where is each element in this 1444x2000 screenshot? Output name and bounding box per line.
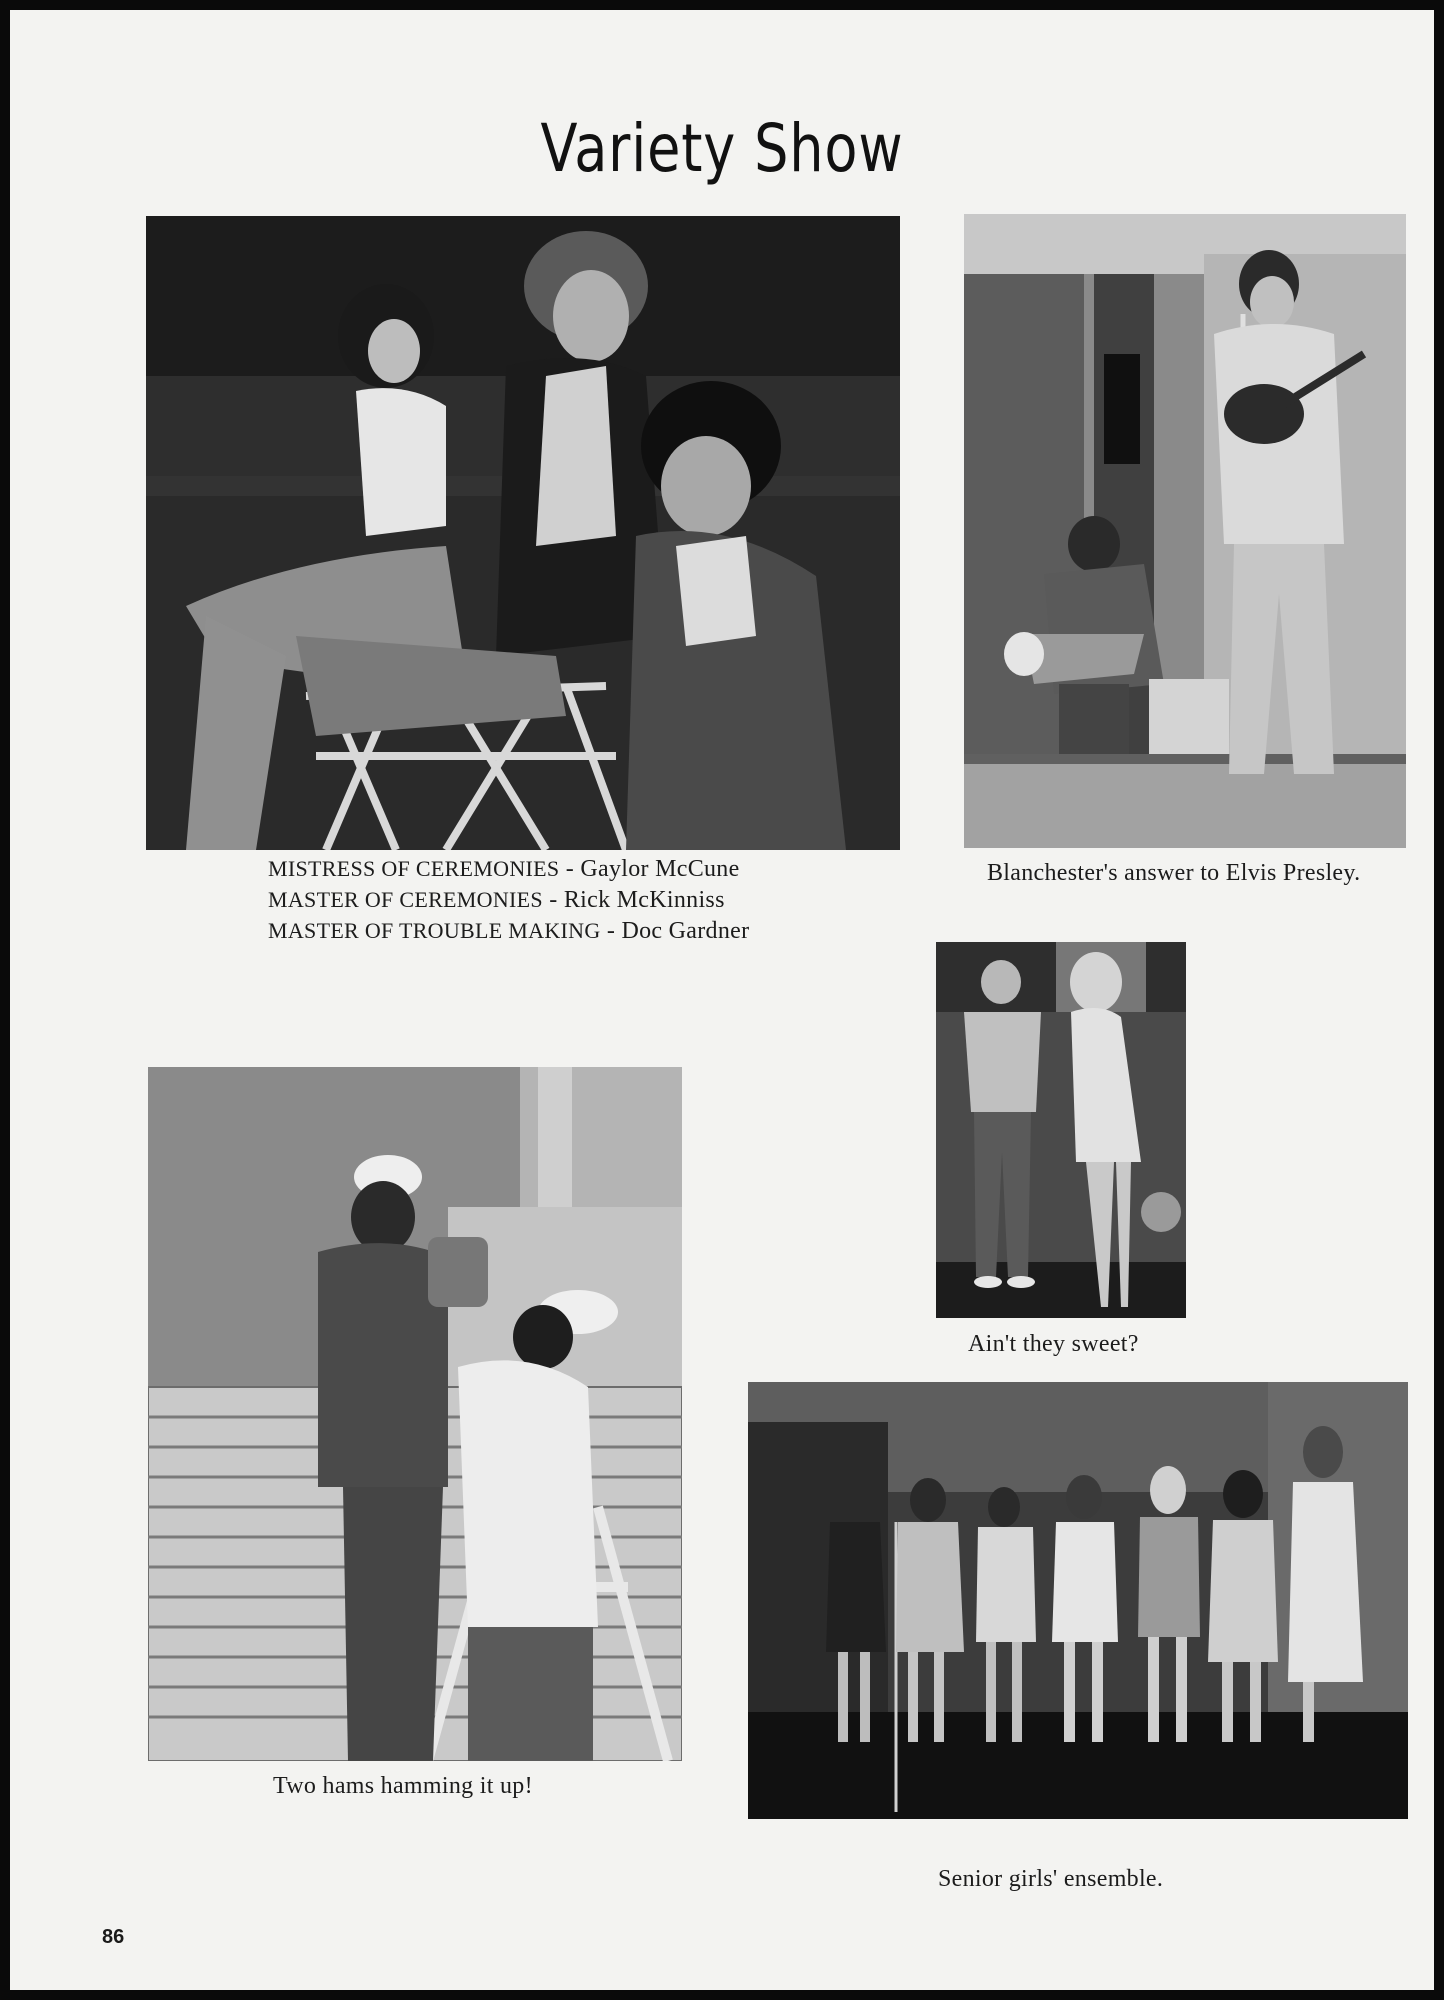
credit-sep: - [606,918,616,944]
photo-hams [148,1067,682,1761]
credit-role: MISTRESS OF CEREMONIES [268,856,560,881]
photo-ensemble [748,1382,1408,1819]
ensemble-caption: Senior girls' ensemble. [938,1866,1164,1892]
credit-line [268,853,749,884]
credit-sep: - [565,856,575,882]
photo-emcees [146,216,900,850]
credit-sep: - [549,887,558,913]
page-title: Variety Show [540,110,904,187]
credit-line [268,884,749,915]
credit-name: Rick McKinniss [563,887,725,913]
credit-name: Doc Gardner [621,918,750,944]
emcees-credits [268,853,749,946]
elvis-caption: Blanchester's answer to Elvis Presley. [987,860,1361,886]
credit-role: MASTER OF CEREMONIES [268,887,543,912]
hams-caption: Two hams hamming it up! [273,1773,533,1799]
photo-sweet [936,942,1186,1318]
credit-name: Gaylor McCune [580,856,740,882]
photo-elvis [964,214,1406,848]
sweet-caption: Ain't they sweet? [968,1331,1139,1357]
page-number: 86 [102,1926,125,1948]
credit-line [268,915,749,946]
credit-role: MASTER OF TROUBLE MAKING [268,918,601,943]
